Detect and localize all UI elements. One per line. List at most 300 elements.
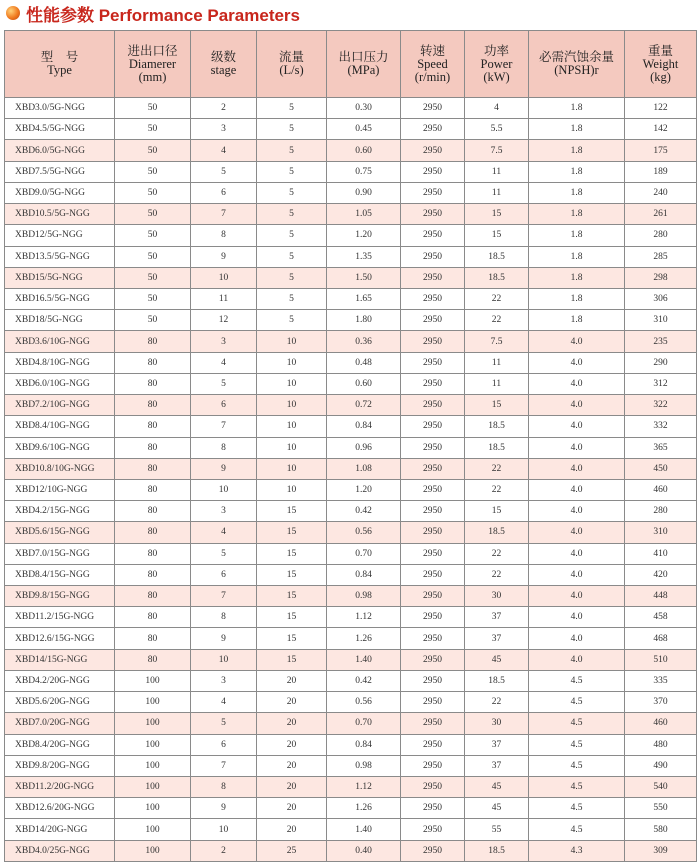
cell-value: 4.0 — [529, 416, 625, 437]
cell-value: 6 — [191, 182, 257, 203]
cell-value: 290 — [625, 352, 697, 373]
cell-value: 10 — [191, 819, 257, 840]
cell-value: 1.40 — [327, 819, 401, 840]
cell-type: XBD12.6/15G-NGG — [5, 628, 115, 649]
cell-type: XBD4.8/10G-NGG — [5, 352, 115, 373]
cell-value: 10 — [257, 331, 327, 352]
cell-type: XBD9.0/5G-NGG — [5, 182, 115, 203]
cell-value: 332 — [625, 416, 697, 437]
cell-value: 2950 — [401, 840, 465, 861]
cell-value: 468 — [625, 628, 697, 649]
cell-value: 2950 — [401, 267, 465, 288]
cell-value: 22 — [465, 692, 529, 713]
cell-value: 2950 — [401, 564, 465, 585]
table-row — [5, 649, 697, 670]
table-row — [5, 161, 697, 182]
cell-value: 15 — [465, 225, 529, 246]
cell-value: 2950 — [401, 98, 465, 119]
cell-value: 80 — [115, 607, 191, 628]
cell-value: 80 — [115, 395, 191, 416]
cell-value: 460 — [625, 713, 697, 734]
cell-value: 80 — [115, 373, 191, 394]
cell-value: 22 — [465, 543, 529, 564]
cell-value: 10 — [257, 395, 327, 416]
cell-value: 122 — [625, 98, 697, 119]
cell-value: 22 — [465, 458, 529, 479]
cell-value: 4 — [191, 140, 257, 161]
cell-value: 1.20 — [327, 225, 401, 246]
cell-type: XBD10.8/10G-NGG — [5, 458, 115, 479]
cell-value: 4.0 — [529, 479, 625, 500]
cell-value: 2950 — [401, 331, 465, 352]
cell-value: 80 — [115, 501, 191, 522]
table-row — [5, 586, 697, 607]
cell-value: 50 — [115, 98, 191, 119]
cell-value: 15 — [257, 522, 327, 543]
cell-value: 2950 — [401, 522, 465, 543]
cell-type: XBD13.5/5G-NGG — [5, 246, 115, 267]
cell-value: 18.5 — [465, 522, 529, 543]
table-row — [5, 734, 697, 755]
cell-type: XBD14/20G-NGG — [5, 819, 115, 840]
cell-value: 50 — [115, 204, 191, 225]
cell-value: 10 — [191, 267, 257, 288]
cell-value: 15 — [257, 649, 327, 670]
column-header-en: (NPSH)r — [554, 63, 599, 77]
cell-value: 580 — [625, 819, 697, 840]
cell-value: 0.36 — [327, 331, 401, 352]
cell-value: 4.0 — [529, 331, 625, 352]
cell-value: 18.5 — [465, 437, 529, 458]
column-header — [625, 31, 697, 98]
table-row — [5, 98, 697, 119]
cell-type: XBD16.5/5G-NGG — [5, 288, 115, 309]
cell-value: 2950 — [401, 204, 465, 225]
cell-value: 4.0 — [529, 437, 625, 458]
cell-value: 2950 — [401, 182, 465, 203]
table-row — [5, 288, 697, 309]
column-header-en2: (kg) — [650, 69, 671, 84]
cell-value: 80 — [115, 564, 191, 585]
cell-type: XBD6.0/10G-NGG — [5, 373, 115, 394]
cell-value: 2950 — [401, 692, 465, 713]
cell-value: 261 — [625, 204, 697, 225]
table-row — [5, 522, 697, 543]
bullet-circle-icon — [6, 6, 20, 20]
cell-value: 45 — [465, 649, 529, 670]
cell-value: 4.0 — [529, 564, 625, 585]
cell-value: 0.72 — [327, 395, 401, 416]
cell-value: 1.20 — [327, 479, 401, 500]
cell-value: 50 — [115, 225, 191, 246]
cell-value: 2 — [191, 98, 257, 119]
cell-type: XBD14/15G-NGG — [5, 649, 115, 670]
table-row — [5, 670, 697, 691]
cell-value: 2950 — [401, 607, 465, 628]
column-header — [257, 31, 327, 98]
cell-value: 15 — [465, 395, 529, 416]
cell-value: 4.0 — [529, 543, 625, 564]
cell-value: 370 — [625, 692, 697, 713]
cell-value: 4 — [191, 352, 257, 373]
column-header-cn: 功率 — [483, 43, 509, 58]
cell-value: 37 — [465, 734, 529, 755]
cell-value: 37 — [465, 607, 529, 628]
cell-value: 15 — [257, 501, 327, 522]
cell-value: 2950 — [401, 373, 465, 394]
cell-value: 18.5 — [465, 670, 529, 691]
cell-value: 2950 — [401, 140, 465, 161]
cell-value: 3 — [191, 119, 257, 140]
cell-value: 4.0 — [529, 628, 625, 649]
column-header-en: Power — [480, 56, 513, 71]
cell-value: 5 — [257, 310, 327, 331]
cell-type: XBD11.2/20G-NGG — [5, 777, 115, 798]
cell-value: 4.5 — [529, 819, 625, 840]
cell-value: 2950 — [401, 777, 465, 798]
table-row — [5, 140, 697, 161]
column-header-cn: 出口压力 — [338, 50, 389, 64]
section-title — [0, 0, 700, 26]
cell-value: 2950 — [401, 755, 465, 776]
cell-value: 0.56 — [327, 522, 401, 543]
cell-value: 550 — [625, 798, 697, 819]
cell-value: 1.35 — [327, 246, 401, 267]
column-header-cn: 进出口径 — [127, 43, 178, 58]
cell-type: XBD3.0/5G-NGG — [5, 98, 115, 119]
cell-value: 5 — [257, 140, 327, 161]
cell-value: 365 — [625, 437, 697, 458]
table-row — [5, 692, 697, 713]
cell-value: 100 — [115, 819, 191, 840]
cell-value: 45 — [465, 777, 529, 798]
cell-value: 5 — [257, 204, 327, 225]
cell-type: XBD12/10G-NGG — [5, 479, 115, 500]
column-header — [465, 31, 529, 98]
cell-value: 18.5 — [465, 840, 529, 861]
cell-value: 0.75 — [327, 161, 401, 182]
column-header-en2: (mm) — [138, 69, 167, 84]
cell-value: 100 — [115, 777, 191, 798]
cell-value: 312 — [625, 373, 697, 394]
cell-value: 3 — [191, 670, 257, 691]
cell-value: 4 — [191, 522, 257, 543]
cell-value: 10 — [257, 479, 327, 500]
cell-value: 2950 — [401, 819, 465, 840]
cell-value: 20 — [257, 755, 327, 776]
cell-value: 310 — [625, 522, 697, 543]
cell-value: 80 — [115, 543, 191, 564]
column-header — [401, 31, 465, 98]
cell-value: 80 — [115, 479, 191, 500]
table-row — [5, 331, 697, 352]
cell-value: 0.90 — [327, 182, 401, 203]
column-header-en2: (r/min) — [414, 69, 451, 84]
column-header-en2: (kW) — [483, 69, 510, 84]
column-header-en: (MPa) — [347, 63, 380, 77]
cell-value: 50 — [115, 161, 191, 182]
cell-value: 1.8 — [529, 288, 625, 309]
cell-value: 1.80 — [327, 310, 401, 331]
table-row — [5, 458, 697, 479]
cell-value: 5 — [257, 246, 327, 267]
cell-type: XBD18/5G-NGG — [5, 310, 115, 331]
cell-value: 1.8 — [529, 204, 625, 225]
cell-value: 4.0 — [529, 395, 625, 416]
cell-type: XBD4.5/5G-NGG — [5, 119, 115, 140]
cell-value: 235 — [625, 331, 697, 352]
cell-type: XBD8.4/10G-NGG — [5, 416, 115, 437]
cell-type: XBD6.0/5G-NGG — [5, 140, 115, 161]
cell-value: 2950 — [401, 479, 465, 500]
cell-value: 8 — [191, 437, 257, 458]
cell-value: 11 — [465, 182, 529, 203]
table-row — [5, 840, 697, 861]
column-header-en: Speed — [417, 56, 448, 71]
cell-value: 2950 — [401, 628, 465, 649]
cell-value: 2950 — [401, 501, 465, 522]
cell-type: XBD11.2/15G-NGG — [5, 607, 115, 628]
table-row — [5, 777, 697, 798]
cell-value: 18.5 — [465, 267, 529, 288]
cell-value: 335 — [625, 670, 697, 691]
cell-type: XBD10.5/5G-NGG — [5, 204, 115, 225]
cell-value: 15 — [465, 501, 529, 522]
cell-value: 80 — [115, 458, 191, 479]
cell-value: 2950 — [401, 416, 465, 437]
cell-value: 11 — [191, 288, 257, 309]
table-row — [5, 416, 697, 437]
cell-value: 4.0 — [529, 586, 625, 607]
cell-value: 50 — [115, 119, 191, 140]
cell-value: 15 — [257, 564, 327, 585]
column-header-cn: 型 号 — [40, 50, 79, 64]
table-row — [5, 628, 697, 649]
cell-value: 1.50 — [327, 267, 401, 288]
cell-value: 20 — [257, 692, 327, 713]
cell-value: 240 — [625, 182, 697, 203]
cell-type: XBD7.5/5G-NGG — [5, 161, 115, 182]
cell-value: 1.8 — [529, 225, 625, 246]
cell-value: 12 — [191, 310, 257, 331]
column-header-cn: 流量 — [278, 50, 304, 64]
cell-type: XBD4.2/15G-NGG — [5, 501, 115, 522]
cell-value: 20 — [257, 734, 327, 755]
cell-value: 0.84 — [327, 734, 401, 755]
cell-value: 2950 — [401, 161, 465, 182]
cell-value: 309 — [625, 840, 697, 861]
cell-value: 5 — [257, 161, 327, 182]
cell-value: 10 — [257, 352, 327, 373]
cell-value: 6 — [191, 395, 257, 416]
cell-value: 100 — [115, 713, 191, 734]
table-row — [5, 373, 697, 394]
table-row — [5, 267, 697, 288]
cell-value: 540 — [625, 777, 697, 798]
cell-value: 2950 — [401, 310, 465, 331]
cell-value: 322 — [625, 395, 697, 416]
cell-value: 4.3 — [529, 840, 625, 861]
cell-value: 2950 — [401, 734, 465, 755]
cell-value: 7 — [191, 204, 257, 225]
cell-value: 80 — [115, 628, 191, 649]
cell-value: 4.0 — [529, 501, 625, 522]
cell-value: 100 — [115, 734, 191, 755]
cell-value: 5 — [191, 543, 257, 564]
cell-type: XBD12.6/20G-NGG — [5, 798, 115, 819]
cell-value: 37 — [465, 628, 529, 649]
cell-value: 458 — [625, 607, 697, 628]
cell-value: 10 — [257, 416, 327, 437]
cell-value: 4.0 — [529, 458, 625, 479]
cell-value: 80 — [115, 649, 191, 670]
cell-value: 0.48 — [327, 352, 401, 373]
cell-value: 100 — [115, 692, 191, 713]
table-row — [5, 395, 697, 416]
cell-value: 480 — [625, 734, 697, 755]
cell-value: 7.5 — [465, 140, 529, 161]
cell-value: 1.8 — [529, 140, 625, 161]
column-header-en: Weight — [642, 56, 679, 71]
cell-value: 2950 — [401, 119, 465, 140]
cell-value: 1.8 — [529, 98, 625, 119]
cell-value: 50 — [115, 246, 191, 267]
cell-value: 285 — [625, 246, 697, 267]
cell-value: 1.12 — [327, 607, 401, 628]
cell-value: 5 — [191, 161, 257, 182]
cell-value: 50 — [115, 267, 191, 288]
cell-value: 15 — [257, 586, 327, 607]
cell-value: 7 — [191, 755, 257, 776]
cell-value: 4 — [191, 692, 257, 713]
cell-value: 4.5 — [529, 713, 625, 734]
column-header — [191, 31, 257, 98]
cell-value: 5 — [191, 373, 257, 394]
cell-value: 0.42 — [327, 501, 401, 522]
cell-value: 5 — [257, 98, 327, 119]
table-row — [5, 352, 697, 373]
cell-value: 80 — [115, 416, 191, 437]
cell-type: XBD5.6/15G-NGG — [5, 522, 115, 543]
table-row — [5, 755, 697, 776]
cell-value: 450 — [625, 458, 697, 479]
cell-value: 306 — [625, 288, 697, 309]
cell-value: 2950 — [401, 352, 465, 373]
cell-value: 3 — [191, 331, 257, 352]
cell-value: 5.5 — [465, 119, 529, 140]
cell-type: XBD4.2/20G-NGG — [5, 670, 115, 691]
cell-type: XBD9.8/15G-NGG — [5, 586, 115, 607]
cell-value: 1.8 — [529, 310, 625, 331]
cell-value: 0.60 — [327, 373, 401, 394]
table-row — [5, 819, 697, 840]
cell-value: 10 — [257, 458, 327, 479]
table-row — [5, 437, 697, 458]
cell-type: XBD7.0/15G-NGG — [5, 543, 115, 564]
cell-value: 7 — [191, 586, 257, 607]
cell-value: 2 — [191, 840, 257, 861]
cell-value: 5 — [257, 225, 327, 246]
cell-type: XBD9.6/10G-NGG — [5, 437, 115, 458]
cell-value: 1.05 — [327, 204, 401, 225]
cell-value: 22 — [465, 564, 529, 585]
column-header-cn: 重量 — [647, 43, 673, 58]
cell-value: 1.12 — [327, 777, 401, 798]
cell-value: 15 — [257, 607, 327, 628]
cell-value: 18.5 — [465, 246, 529, 267]
cell-value: 4.0 — [529, 649, 625, 670]
cell-value: 80 — [115, 437, 191, 458]
cell-value: 9 — [191, 246, 257, 267]
table-row — [5, 479, 697, 500]
column-header-en: Type — [47, 63, 72, 77]
column-header-en: (L/s) — [279, 63, 304, 77]
cell-value: 45 — [465, 798, 529, 819]
cell-value: 2950 — [401, 246, 465, 267]
cell-value: 1.8 — [529, 267, 625, 288]
cell-value: 2950 — [401, 543, 465, 564]
cell-value: 20 — [257, 819, 327, 840]
cell-value: 2950 — [401, 458, 465, 479]
cell-value: 4.5 — [529, 777, 625, 798]
cell-value: 100 — [115, 840, 191, 861]
cell-value: 280 — [625, 225, 697, 246]
cell-value: 2950 — [401, 288, 465, 309]
cell-value: 460 — [625, 479, 697, 500]
cell-value: 8 — [191, 777, 257, 798]
cell-value: 9 — [191, 628, 257, 649]
cell-value: 4.0 — [529, 373, 625, 394]
cell-value: 0.70 — [327, 543, 401, 564]
cell-value: 10 — [257, 373, 327, 394]
cell-type: XBD7.2/10G-NGG — [5, 395, 115, 416]
cell-type: XBD3.6/10G-NGG — [5, 331, 115, 352]
cell-value: 420 — [625, 564, 697, 585]
cell-value: 410 — [625, 543, 697, 564]
cell-value: 0.42 — [327, 670, 401, 691]
cell-value: 80 — [115, 331, 191, 352]
cell-value: 1.26 — [327, 798, 401, 819]
cell-value: 0.45 — [327, 119, 401, 140]
cell-value: 6 — [191, 564, 257, 585]
cell-value: 100 — [115, 755, 191, 776]
cell-value: 4 — [465, 98, 529, 119]
cell-value: 280 — [625, 501, 697, 522]
table-row — [5, 225, 697, 246]
column-header — [5, 31, 115, 98]
cell-value: 5 — [257, 182, 327, 203]
cell-value: 11 — [465, 352, 529, 373]
cell-value: 0.84 — [327, 416, 401, 437]
cell-value: 8 — [191, 225, 257, 246]
cell-value: 0.56 — [327, 692, 401, 713]
column-header — [327, 31, 401, 98]
cell-value: 490 — [625, 755, 697, 776]
cell-value: 2950 — [401, 586, 465, 607]
cell-value: 2950 — [401, 225, 465, 246]
cell-value: 10 — [257, 437, 327, 458]
cell-value: 1.8 — [529, 119, 625, 140]
title-text: 性能参数 Performance Parameters — [26, 5, 301, 25]
cell-value: 80 — [115, 522, 191, 543]
cell-value: 20 — [257, 713, 327, 734]
cell-value: 1.40 — [327, 649, 401, 670]
cell-value: 2950 — [401, 670, 465, 691]
table-row — [5, 310, 697, 331]
cell-value: 1.65 — [327, 288, 401, 309]
performance-table — [4, 30, 697, 862]
table-row — [5, 798, 697, 819]
